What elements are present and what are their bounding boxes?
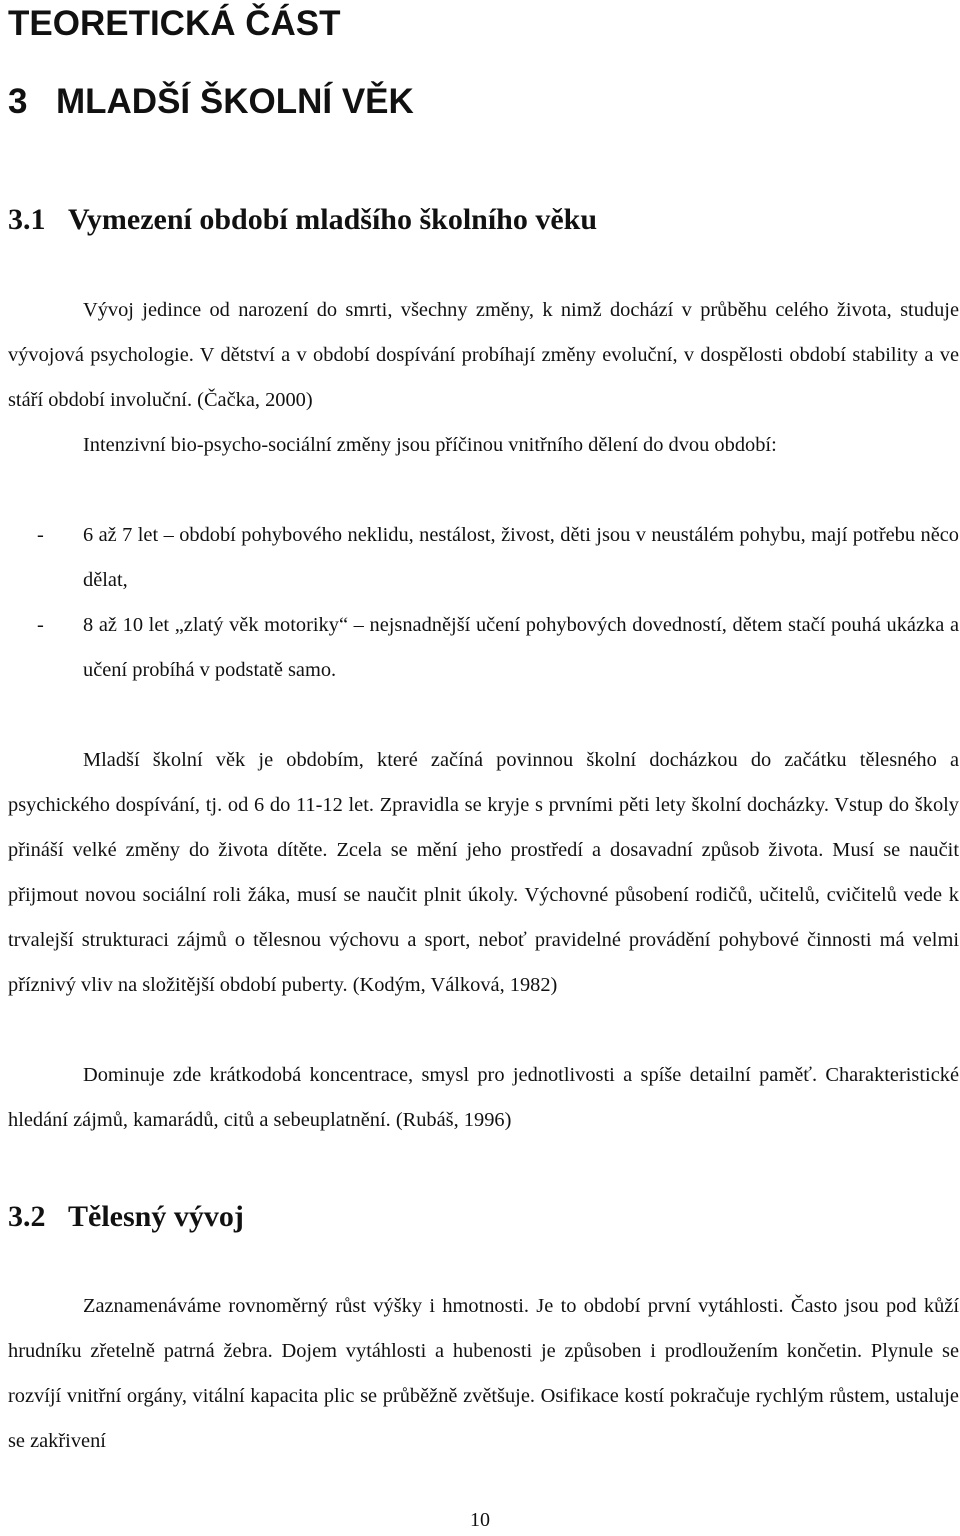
list-item-text: 6 až 7 let – období pohybového neklidu, nestálost, živost, děti jsou v neustálém pohybu, mají potřebu něco dělat,	[83, 524, 959, 591]
paragraph: Dominuje zde krátkodobá koncentrace, smysl pro jednotlivosti a spíše detailní paměť. Charakteristické hledání zájmů, kamarádů, citů a sebeuplatnění. (Rubáš, 1996)	[8, 1064, 959, 1131]
list-item	[8, 513, 959, 603]
section-title: Tělesný vývoj	[68, 1200, 244, 1233]
paragraph: Mladší školní věk je obdobím, které začíná povinnou školní docházkou do začátku tělesného a psychického dospívání, tj. od 6 do 11-12 let. Zpravidla se kryje s prvními pěti lety školní docházky. Vstup do školy přináší velké změny do života dítěte. Zcela se mění jeho prostředí a dosavadní způsob života. Musí se naučit přijmout novou sociální roli žáka, musí se naučit plnit úkoly. Výchovné působení rodičů, učitelů, cvičitelů vede k trvalejší strukturaci zájmů o tělesnou výchovu a sport, neboť pravidelné provádění pohybové činnosti má velmi příznivý vliv na složitější období puberty. (Kodým, Válková, 1982)	[8, 749, 959, 996]
part-heading: TEORETICKÁ ČÁST	[8, 4, 341, 43]
chapter-heading	[8, 80, 414, 124]
paragraph: Zaznamenáváme rovnoměrný růst výšky i hmotnosti. Je to období první vytáhlosti. Často jsou pod kůží hrudníku zřetelně patrná žebra. Dojem vytáhlosti a hubenosti je způsoben i prodloužením končetin. Plynule se rozvíjí vnitřní orgány, vitální kapacita plic se průběžně zvětšuje. Osifikace kostí pokračuje rychlým růstem, ustaluje se zakřivení	[8, 1295, 959, 1452]
chapter-title: MLADŠÍ ŠKOLNÍ VĚK	[56, 82, 414, 121]
section-title: Vymezení období mladšího školního věku	[68, 203, 598, 236]
list-dash: -	[37, 524, 44, 546]
section-heading-3-1	[8, 200, 597, 240]
section-number: 3.2	[8, 1200, 46, 1233]
age-period-list	[8, 513, 959, 693]
list-item-text: 8 až 10 let „zlatý věk motoriky“ – nejsnadnější učení pohybových dovedností, dětem stačí pouhá ukázka a učení probíhá v podstatě samo.	[83, 614, 959, 681]
chapter-number: 3	[8, 82, 28, 121]
list-item	[8, 603, 959, 693]
paragraph: Vývoj jedince od narození do smrti, všechny změny, k nimž dochází v průběhu celého života, studuje vývojová psychologie. V dětství a v období dospívání probíhají změny evoluční, v dospělosti období stability a ve stáří období involuční. (Čačka, 2000)	[8, 299, 959, 411]
section-heading-3-2	[8, 1197, 244, 1237]
page-number: 10	[470, 1509, 490, 1531]
section-number: 3.1	[8, 203, 46, 236]
list-dash: -	[37, 614, 44, 636]
paragraph: Intenzivní bio-psycho-sociální změny jsou příčinou vnitřního dělení do dvou období:	[83, 434, 777, 456]
